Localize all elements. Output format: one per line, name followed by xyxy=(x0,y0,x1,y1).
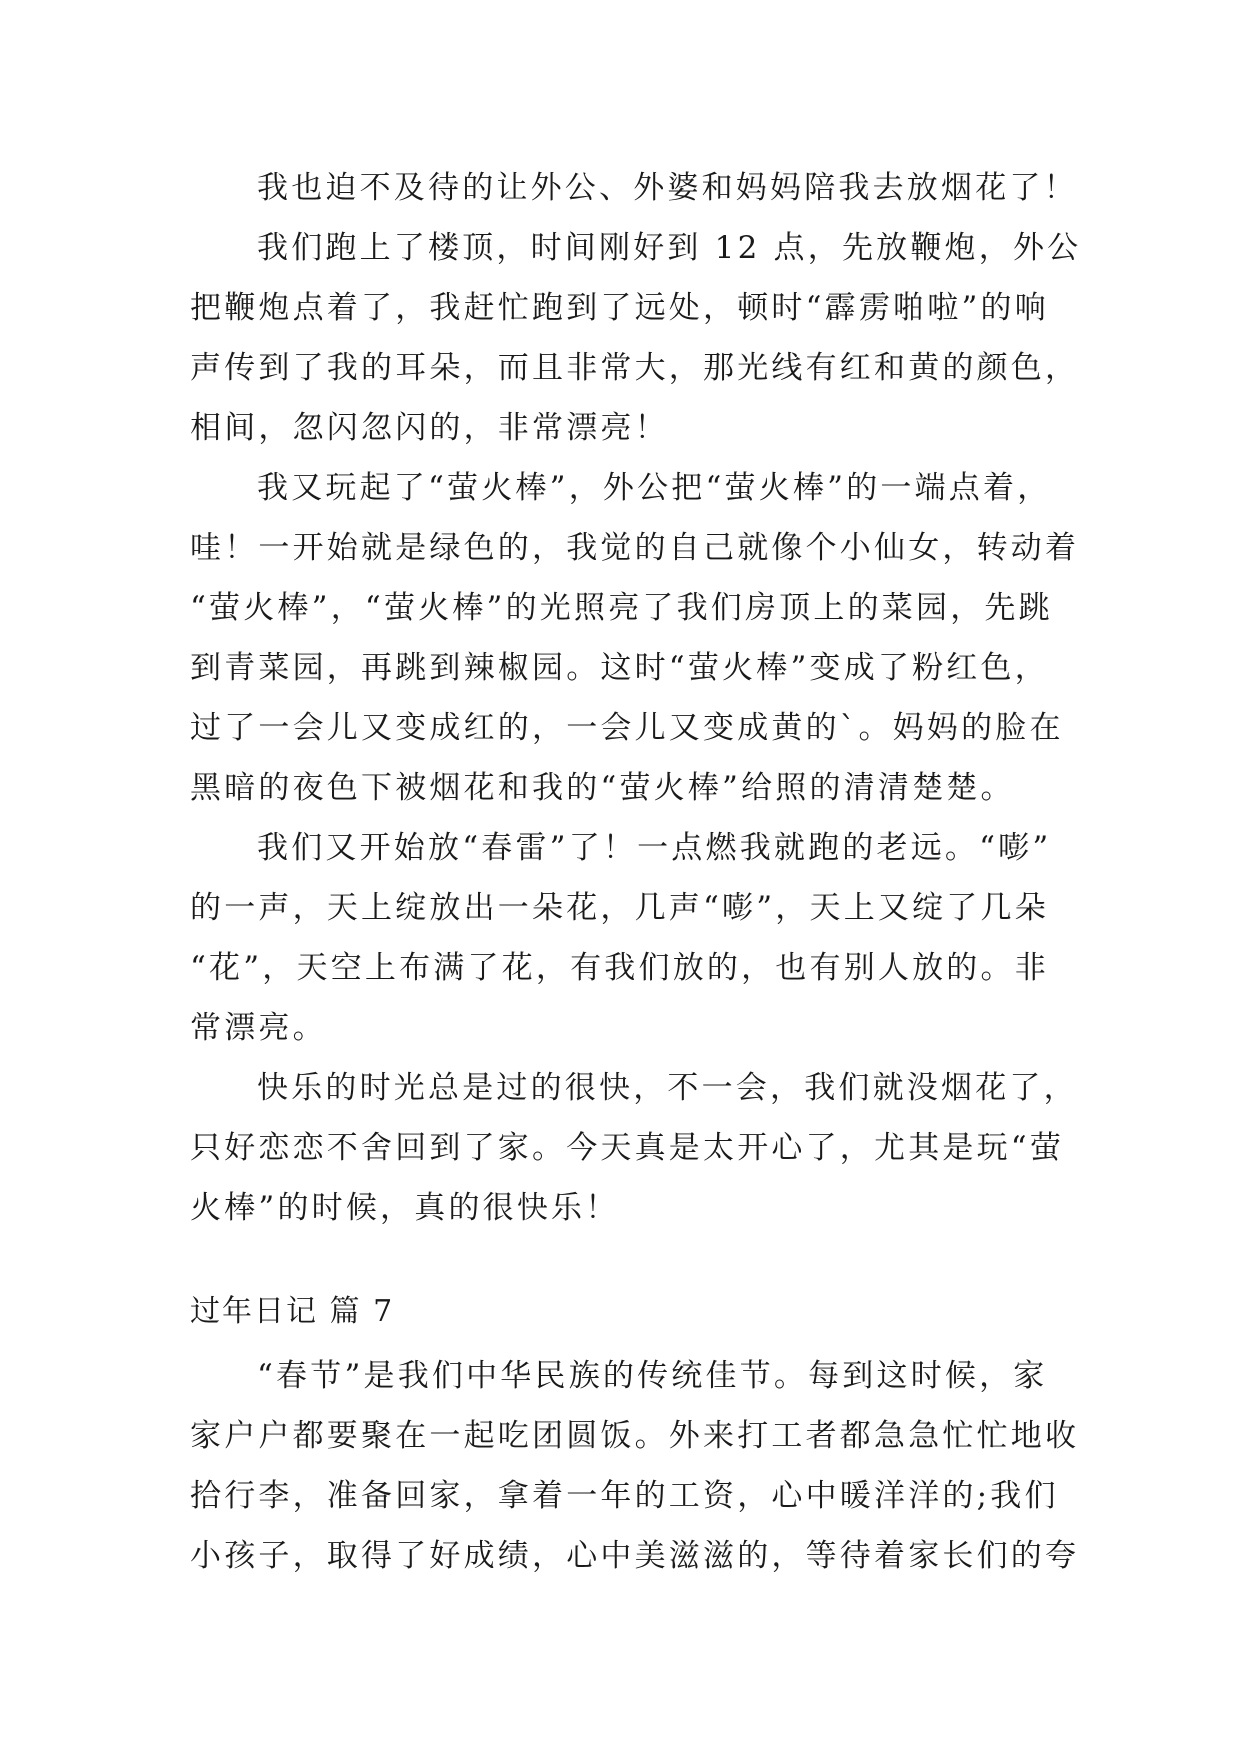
paragraph-5-line-2: 只好恋恋不舍回到了家。今天真是太开心了，尤其是玩“萤 xyxy=(190,1130,1065,1166)
paragraph-5-line-1: 快乐的时光总是过的很快，不一会，我们就没烟花了， xyxy=(257,1070,1078,1106)
paragraph-2-line-1: 我们跑上了楼顶，时间刚好到 12 点，先放鞭炮，外公 xyxy=(257,230,1082,266)
paragraph-4-line-2: 的一声，天上绽放出一朵花，几声“嘭”，天上又绽了几朵 xyxy=(190,890,1049,926)
paragraph-2-line-3: 声传到了我的耳朵，而且非常大，那光线有红和黄的颜色， xyxy=(190,350,1080,386)
paragraph-5-line-3: 火棒”的时候，真的很快乐！ xyxy=(190,1190,620,1226)
section-paragraph-line-2: 家户户都要聚在一起吃团圆饭。外来打工者都急急忙忙地收 xyxy=(190,1418,1080,1454)
paragraph-4-line-1: 我们又开始放“春雷”了！一点燃我就跑的老远。“嘭” xyxy=(257,830,1052,866)
paragraph-3-line-4: 到青菜园，再跳到辣椒园。这时“萤火棒”变成了粉红色， xyxy=(190,650,1049,686)
paragraph-3-line-1: 我又玩起了“萤火棒”，外公把“萤火棒”的一端点着， xyxy=(257,470,1052,506)
paragraph-3-line-6: 黑暗的夜色下被烟花和我的“萤火棒”给照的清清楚楚。 xyxy=(190,770,1015,806)
section-title: 过年日记 篇 7 xyxy=(190,1294,395,1329)
paragraph-4-line-4: 常漂亮。 xyxy=(190,1010,327,1046)
section-paragraph-line-3: 拾行李，准备回家，拿着一年的工资，心中暖洋洋的;我们 xyxy=(190,1478,1059,1514)
paragraph-1-line-1: 我也迫不及待的让外公、外婆和妈妈陪我去放烟花了！ xyxy=(257,170,1078,206)
paragraph-3-line-3: “萤火棒”，“萤火棒”的光照亮了我们房顶上的菜园，先跳 xyxy=(190,590,1053,626)
paragraph-3-line-5: 过了一会儿又变成红的，一会儿又变成黄的`。妈妈的脸在 xyxy=(190,710,1064,746)
section-paragraph-line-1: “春节”是我们中华民族的传统佳节。每到这时候，家 xyxy=(257,1358,1048,1394)
section-paragraph-line-4: 小孩子，取得了好成绩，心中美滋滋的，等待着家长们的夸 xyxy=(190,1538,1080,1574)
paragraph-2-line-4: 相间，忽闪忽闪的，非常漂亮！ xyxy=(190,410,669,446)
paragraph-2-line-2: 把鞭炮点着了，我赶忙跑到了远处，顿时“霹雳啪啦”的响 xyxy=(190,290,1049,326)
paragraph-3-line-2: 哇！一开始就是绿色的，我觉的自己就像个小仙女，转动着 xyxy=(190,530,1080,566)
paragraph-4-line-3: “花”，天空上布满了花，有我们放的，也有别人放的。非 xyxy=(190,950,1049,986)
